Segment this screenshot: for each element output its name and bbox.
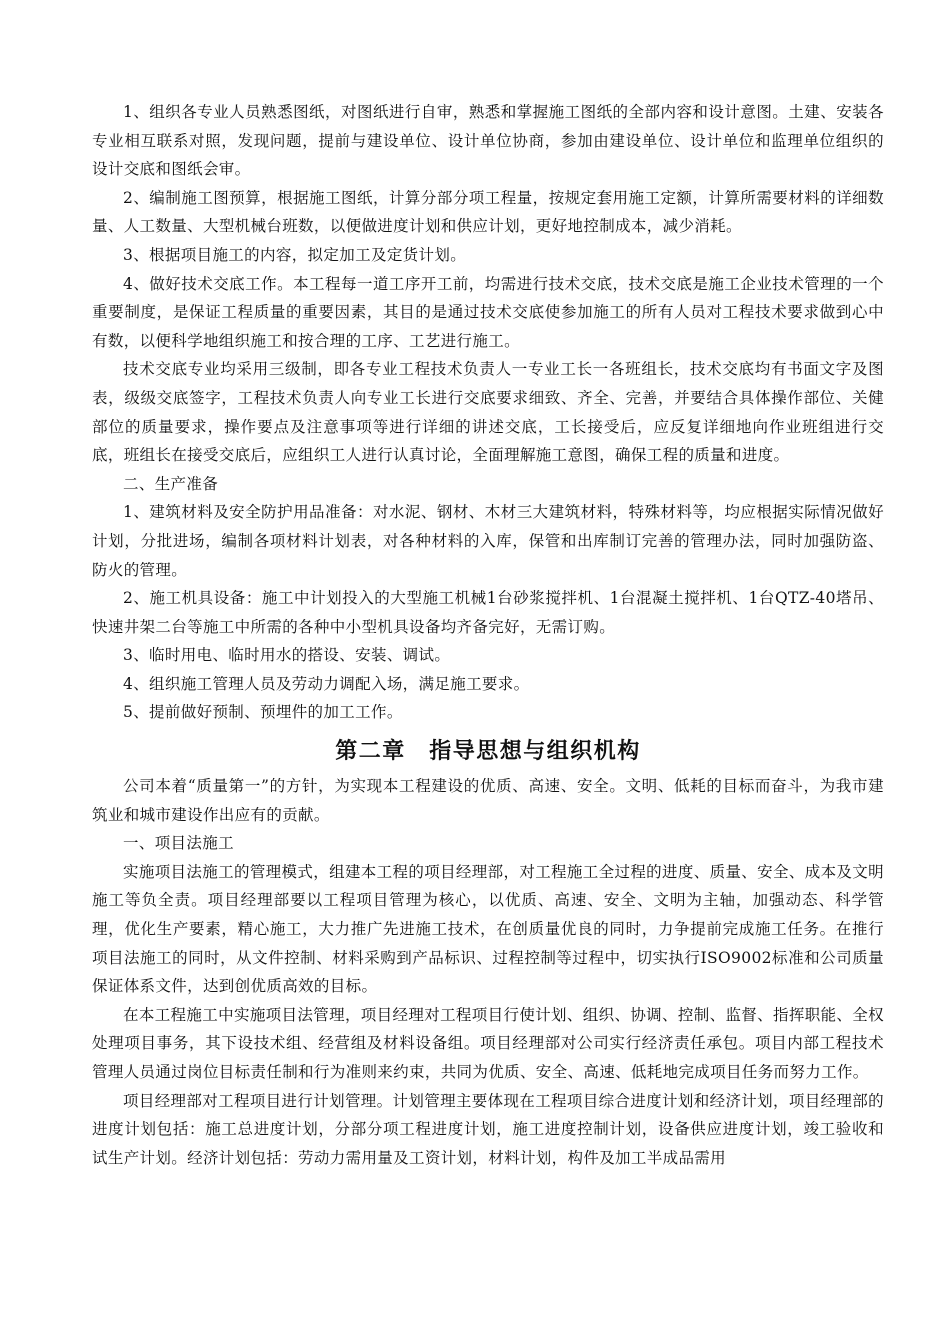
paragraph-drawing-review: 1、组织各专业人员熟悉图纸，对图纸进行自审，熟悉和掌握施工图纸的全部内容和设计意图。土建、安装各专业相互联系对照，发现问题，提前与建设单位、设计单位协商，参加由建设单位、设计单位和监理单位组织的设计交底和图纸会审。 xyxy=(92,103,884,179)
paragraph-construction-budget: 2、编制施工图预算，根据施工图纸，计算分部分项工程量，按规定套用施工定额，计算所需要材料的详细数量、人工数量、大型机械台班数，以便做进度计划和供应计划，更好地控制成本，减少消耗。 xyxy=(92,188,884,236)
paragraph-planning-management: 项目经理部对工程项目进行计划管理。计划管理主要体现在工程项目综合进度计划和经济计划，项目经理部的进度计划包括：施工总进度计划，分部分项工程进度计划，施工进度控制计划，设备供应进度计划，竣工验收和试生产计划。经济计划包括：劳动力需用量及工资计划，材料计划，构件及加工半成品需用 xyxy=(92,1091,884,1167)
paragraph-company-policy: 公司本着“质量第一”的方针，为实现本工程建设的优质、高速、安全。文明、低耗的目标而奋斗，为我市建筑业和城市建设作出应有的贡献。 xyxy=(92,777,884,824)
paragraph-machinery-equipment: 2、施工机具设备：施工中计划投入的大型施工机械1台砂浆搅拌机、1台混凝土搅拌机、1台QTZ-40塔吊、快速井架二台等施工中所需的各种中小型机具设备均齐备完好，无需订购。 xyxy=(92,589,884,636)
section-heading-production-preparation: 二、生产准备 xyxy=(123,474,219,493)
section-heading-project-method: 一、项目法施工 xyxy=(123,834,234,853)
paragraph-temporary-utilities: 3、临时用电、临时用水的搭设、安装、调试。 xyxy=(123,646,451,665)
paragraph-three-level-briefing: 技术交底专业均采用三级制，即各专业工程技术负责人一专业工长一各班组长，技术交底均有书面文字及图表，级级交底签字，工程技术负责人向专业工长进行交底要求细致、齐全、完善，并要结合具体操作部位、关健部位的质量要求，操作要点及注意事项等进行详细的讲述交底，工长接受后，应反复详细地向作业班组进行交底，班组长在接受交底后，应组织工人进行认真讨论，全面理解施工意图，确保工程的质量和进度。 xyxy=(92,360,884,465)
chapter-title: 第二章 指导思想与组织机构 xyxy=(335,739,641,765)
paragraph-materials-preparation: 1、建筑材料及安全防护用品准备：对水泥、钢材、木材三大建筑材料，特殊材料等，均应根据实际情况做好计划，分批进场，编制各项材料计划表，对各种材料的入库，保管和出库制订完善的管理办法，同时加强防盗、防火的管理。 xyxy=(92,503,884,579)
paragraph-project-manager-duties: 在本工程施工中实施项目法管理，项目经理对工程项目行使计划、组织、协调、控制、监督、指挥职能、全权处理项目事务，其下设技术组、经营组及材料设备组。项目经理部对公司实行经济责任承包。项目内部工程技术管理人员通过岗位目标责任制和行为准则来约束，共同为优质、安全、高速、低耗地完成项目任务而努力工作。 xyxy=(92,1005,884,1081)
paragraph-project-management-mode: 实施项目法施工的管理模式，组建本工程的项目经理部，对工程施工全过程的进度、质量、安全、成本及文明施工等负全责。项目经理部要以工程项目管理为核心，以优质、高速、安全、文明为主轴，加强动态、科学管理，优化生产要素，精心施工，大力推广先进施工技术，在创质量优良的同时，力争提前完成施工任务。在推行项目法施工的同时，从文件控制、材料采购到产品标识、过程控制等过程中，切实执行ISO9002标准和公司质量保证体系文件，达到创优质高效的目标。 xyxy=(92,862,884,996)
paragraph-prefabrication: 5、提前做好预制、预埋件的加工工作。 xyxy=(123,703,403,722)
paragraph-labor-mobilization: 4、组织施工管理人员及劳动力调配入场，满足施工要求。 xyxy=(123,674,530,693)
paragraph-technical-briefing: 4、做好技术交底工作。本工程每一道工序开工前，均需进行技术交底，技术交底是施工企业技术管理的一个重要制度，是保证工程质量的重要因素，其目的是通过技术交底使参加施工的所有人员对工程技术要求做到心中有数，以便科学地组织施工和按合理的工序、工艺进行施工。 xyxy=(92,274,884,350)
paragraph-processing-plan: 3、根据项目施工的内容，拟定加工及定货计划。 xyxy=(123,245,467,264)
document-body xyxy=(92,98,884,1172)
